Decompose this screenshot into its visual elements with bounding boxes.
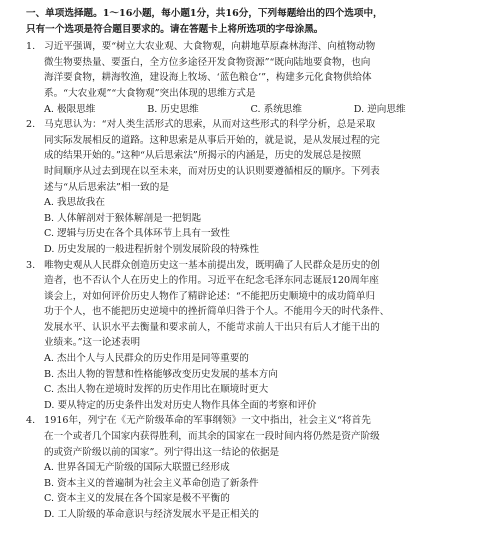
question-3-stem-line: 造者，也不否认个人在历史上的作用。习近平在纪念毛泽东同志诞辰120周年座 [44,275,379,287]
option-a[interactable]: A. 极限思维 [44,103,96,115]
question-2-stem-line: 马克思认为：“对人类生活形式的思索，从而对这些形式的科学分析，总是采取 [44,119,376,131]
question-1-stem-line: 系。“大农业观”“大食物观”突出体现的思维方式是 [44,87,256,99]
section-heading [26,6,457,37]
question-1 [26,39,457,117]
question-4-stem-line: 在一个或者几个国家内获得胜利，而其余的国家在一段时间内将仍然是资产阶级 [44,431,380,443]
question-4-stem-line: 1916年，列宁在《无产阶级革命的军事纲领》一文中指出，社会主义“将首先 [44,415,371,427]
option-b[interactable]: B. 历史思维 [147,103,199,115]
option-d[interactable]: D. 要从特定的历史条件出发对历史人物作具体全面的考察和评价 [44,399,317,411]
question-3-number: 3. [26,259,36,271]
option-c[interactable]: C. 系统思维 [250,103,302,115]
question-1-stem-line: 微生物要热量、要蛋白，全方位多途径开发食物资源”“既向陆地要食物，也向 [44,56,371,68]
option-d[interactable]: D. 工人阶级的革命意识与经济发展水平是正相关的 [44,509,259,520]
question-1-stem-line: 海洋要食物，耕海牧渔，建设海上牧场、‘蓝色粮仓’”，构建多元化食物供给体 [44,72,372,84]
question-4-number: 4. [26,415,36,427]
question-1-number: 1. [26,41,36,53]
question-2-stem-line: 述与“从后思索法”相一致的是 [44,181,169,193]
option-a[interactable]: A. 杰出个人与人民群众的历史作用是同等重要的 [44,353,249,365]
option-b[interactable]: B. 人体解剖对于猴体解剖是一把钥匙 [44,212,202,224]
question-2-stem-line: 同实际发展相反的道路。这种思索是从事后开始的，就是说，是从发展过程的完 [44,134,380,146]
option-b[interactable]: B. 资本主义的普遍制为社会主义革命创造了新条件 [44,477,259,489]
option-c[interactable]: C. 杰出人物在逆境时发挥的历史作用比在顺境时更大 [44,384,269,396]
option-c[interactable]: C. 逻辑与历史在各个具体环节上具有一致性 [44,228,230,240]
question-3 [26,258,457,414]
question-1-options [26,102,457,118]
option-c[interactable]: C. 资本主义的发展在各个国家是极不平衡的 [44,493,230,505]
option-a[interactable]: A. 我思故我在 [44,197,105,209]
question-1-stem [26,39,457,101]
question-4-stem-line: 的或资产阶级以前的国家”。列宁得出这一结论的依据是 [44,446,280,458]
question-4-stem [26,413,457,460]
question-3-stem-line: 谈会上，对如何评价历史人物作了精辟论述：“不能把历史顺境中的成功简单归 [44,290,376,302]
question-2-stem-line: 成的结果开始的。”这种“从后思索法”所揭示的内涵是，历史的发展总是按照 [44,150,361,162]
question-2 [26,117,457,257]
option-b[interactable]: B. 杰出人物的智慧和性格能够改变历史发展的基本方向 [44,368,278,380]
question-3-stem-line: 发展水平、认识水平去衡量和要求前人，不能苛求前人干出只有后人才能干出的 [44,321,380,333]
option-d[interactable]: D. 历史发展的一般进程折射个别发展阶段的特殊性 [44,243,259,255]
section-heading-line-2: 只有一个选项是符合题目要求的。请在答题卡上将所选项的字母涂黑。 [26,23,324,35]
question-1-stem-line: 习近平强调，要“树立大农业观、大食物观，向耕地草原森林海洋、向植物动物 [44,41,376,53]
question-3-stem-line: 功于个人，也不能把历史逆境中的挫折简单归咎于个人。不能用今天的时代条件、 [44,306,390,318]
question-3-stem-line: 业绩来。”这一论述表明 [44,337,141,349]
question-2-number: 2. [26,119,36,131]
question-4 [26,413,457,522]
option-a[interactable]: A. 世界各国无产阶级的国际大联盟已经形成 [44,462,230,474]
question-2-stem-line: 时间顺序从过去到现在以至未来，而对历史的认识则要遵循相反的顺序。下列表 [44,165,380,177]
option-d[interactable]: D. 逆向思维 [353,103,406,115]
question-3-stem [26,258,457,352]
question-2-stem [26,117,457,195]
section-heading-line-1: 一、单项选择题。1～16小题，每小题1分，共16分，下列每题给出的四个选项中， [26,8,383,19]
question-3-stem-line: 唯物史观从人民群众创造历史这一基本前提出发，既明确了人民群众是历史的创 [44,259,380,271]
